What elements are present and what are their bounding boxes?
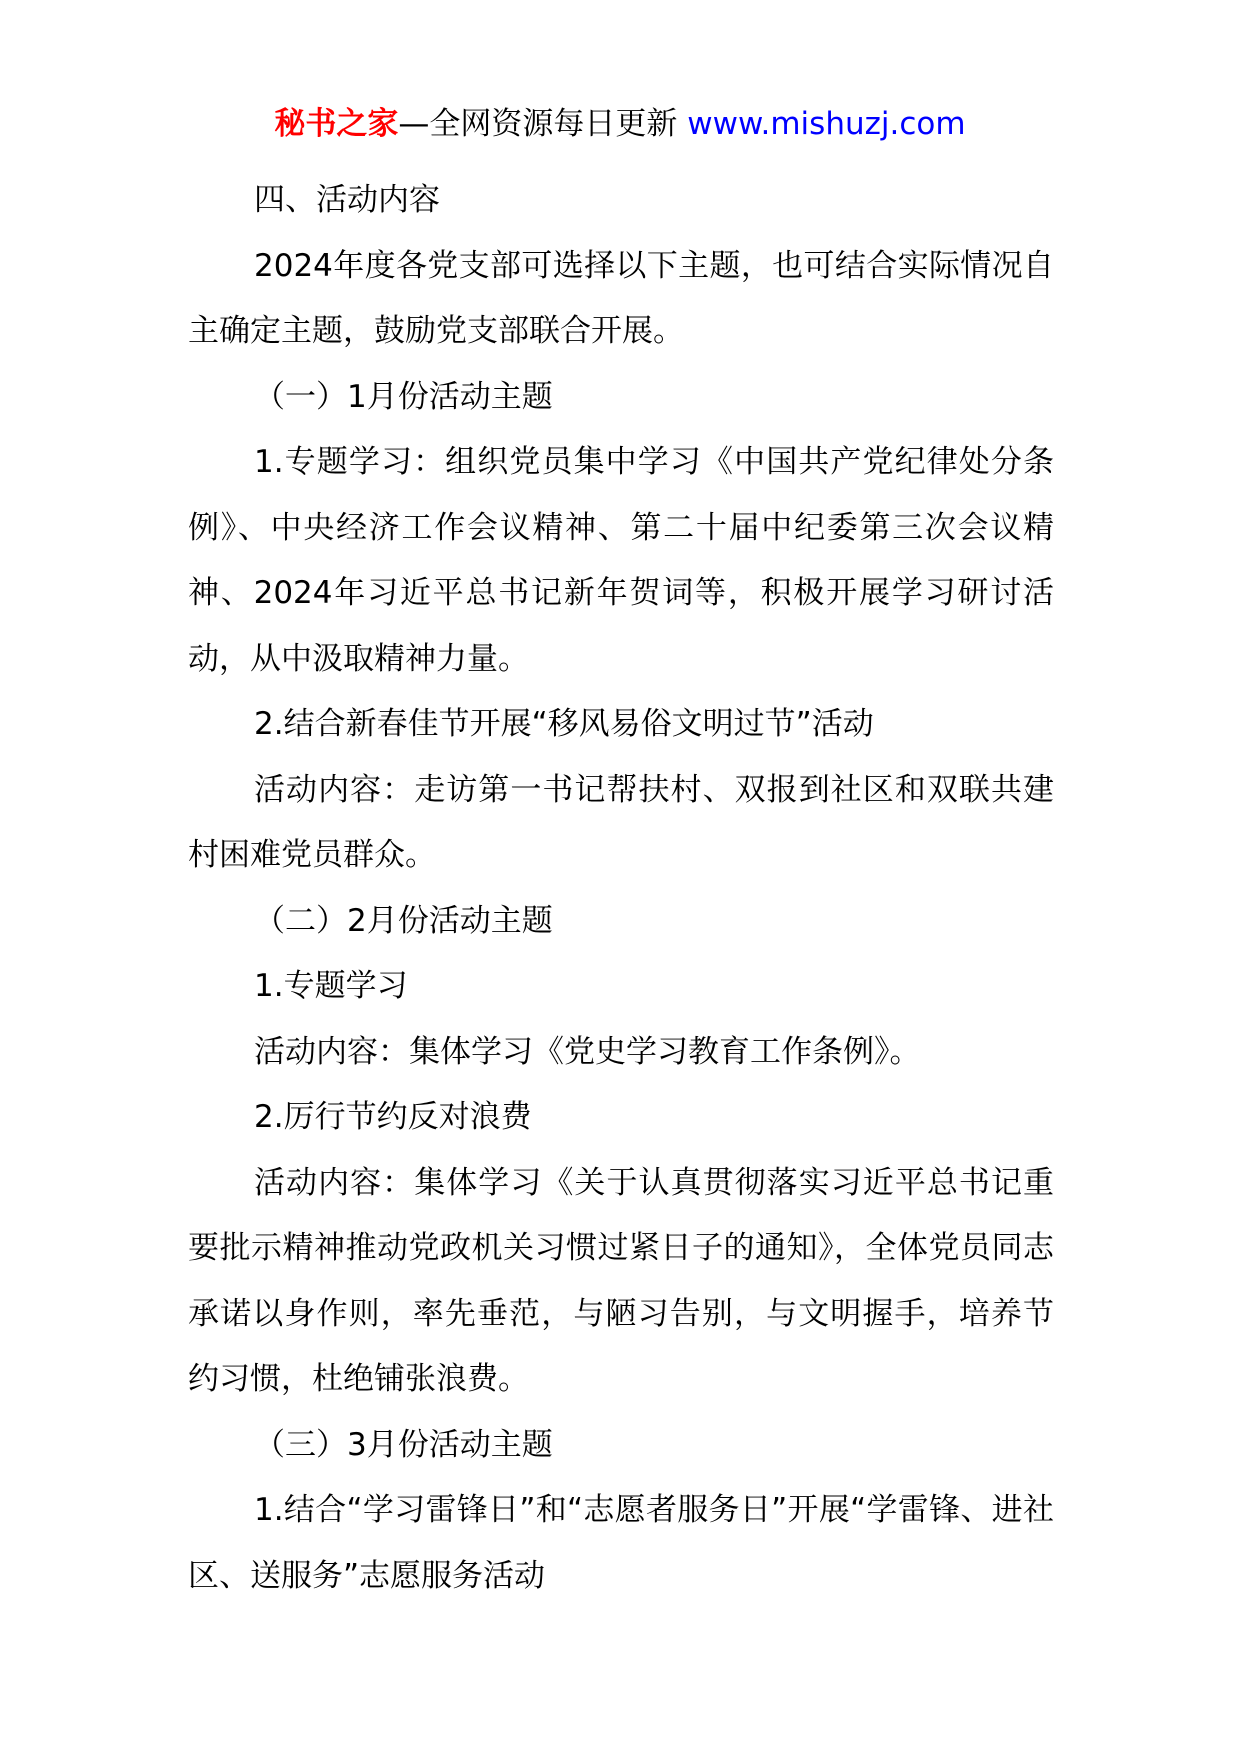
- header-tagline: —全网资源每日更新: [398, 106, 688, 142]
- paragraph: 活动内容：集体学习《关于认真贯彻落实习近平总书记重要批示精神推动党政机关习惯过紧日子的通知》，全体党员同志承诺以身作则，率先垂范，与陋习告别，与文明握手，培养节约习惯，杜绝铺张浪费。: [188, 1164, 1054, 1397]
- paragraph: 活动内容：集体学习《党史学习教育工作条例》。: [254, 1033, 921, 1070]
- subsection-heading: （一）1月份活动主题: [254, 378, 553, 415]
- paragraph: 2.厉行节约反对浪费: [254, 1099, 532, 1135]
- paragraph: 2.结合新春佳节开展“移风易俗文明过节”活动: [254, 706, 874, 742]
- site-header: [0, 102, 1240, 146]
- brand-name: 秘书之家: [274, 106, 399, 142]
- document-body: [188, 168, 1054, 1609]
- subsection-heading: （二）2月份活动主题: [254, 902, 553, 939]
- paragraph: 1.专题学习：组织党员集中学习《中国共产党纪律处分条例》、中央经济工作会议精神、第二十届中纪委第三次会议精神、2024年习近平总书记新年贺词等，积极开展学习研讨活动，从中汲取精神力量。: [188, 444, 1054, 677]
- section-heading: 四、活动内容: [254, 182, 440, 218]
- paragraph: 1.专题学习: [254, 968, 408, 1004]
- site-url-link[interactable]: www.mishuzj.com: [687, 106, 966, 142]
- paragraph: 活动内容：走访第一书记帮扶村、双报到社区和双联共建村困难党员群众。: [188, 771, 1054, 873]
- paragraph: 1.结合“学习雷锋日”和“志愿者服务日”开展“学雷锋、进社区、送服务”志愿服务活动: [188, 1492, 1054, 1594]
- subsection-heading: （三）3月份活动主题: [254, 1426, 553, 1463]
- paragraph: 2024年度各党支部可选择以下主题，也可结合实际情况自主确定主题，鼓励党支部联合开展。: [188, 247, 1054, 349]
